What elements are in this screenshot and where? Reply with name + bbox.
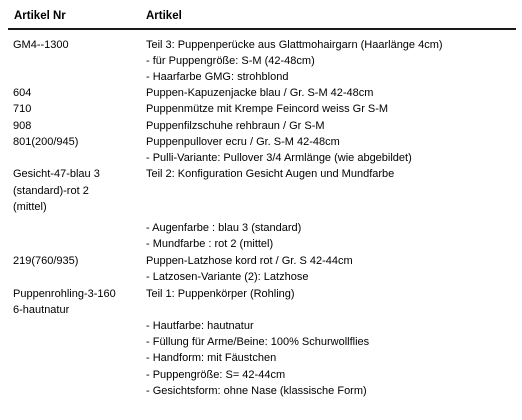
artikel-line: Teil 3: Puppenperücke aus Glattmohairgarn (Haarlänge 4cm) (146, 39, 443, 51)
artikel-line: - Puppengröße: S= 42-44cm (146, 369, 286, 381)
header-artikel: Artikel (146, 10, 182, 22)
artikel-line: Puppen-Kapuzenjacke blau / Gr. S-M 42-48cm (146, 87, 374, 99)
artikel-nr-cell: 6-hautnatur (13, 304, 70, 316)
artikel-line: Teil 1: Puppenkörper (Rohling) (146, 288, 295, 300)
artikel-line: - Gesichtsform: ohne Nase (klassische Form) (146, 385, 367, 397)
artikel-nr-cell: (mittel) (13, 201, 47, 213)
artikel-line: Puppenmütze mit Krempe Feincord weiss Gr S-M (146, 103, 389, 115)
artikel-nr-cell: (standard)-rot 2 (13, 185, 89, 197)
artikel-nr-cell: GM4--1300 (13, 39, 69, 51)
artikel-line: Puppen-Latzhose kord rot / Gr. S 42-44cm (146, 255, 353, 267)
header-artikel-nr: Artikel Nr (14, 10, 66, 22)
artikel-line: - Latzosen-Variante (2): Latzhose (146, 271, 309, 283)
table-header (0, 0, 522, 30)
artikel-line: - Pulli-Variante: Pullover 3/4 Armlänge (wie abgebildet) (146, 152, 412, 164)
artikel-nr-cell: 710 (13, 103, 32, 115)
artikel-line: Puppenpullover ecru / Gr. S-M 42-48cm (146, 136, 340, 148)
artikel-line: - Hautfarbe: hautnatur (146, 320, 254, 332)
artikel-nr-cell: Gesicht-47-blau 3 (13, 168, 100, 180)
artikel-line: - Handform: mit Fäustchen (146, 352, 277, 364)
artikel-line: - für Puppengröße: S-M (42-48cm) (146, 55, 315, 67)
header-divider (8, 28, 516, 30)
artikel-nr-cell: 908 (13, 120, 32, 132)
artikel-nr-cell: Puppenrohling-3-160 (13, 288, 116, 300)
artikel-line: Puppenfilzschuhe rehbraun / Gr S-M (146, 120, 325, 132)
artikel-nr-cell: 801(200/945) (13, 136, 79, 148)
artikel-line: - Haarfarbe GMG: strohblond (146, 71, 289, 83)
artikel-line: - Augenfarbe : blau 3 (standard) (146, 222, 302, 234)
artikel-line: Teil 2: Konfiguration Gesicht Augen und Mundfarbe (146, 168, 395, 180)
artikel-line: - Füllung für Arme/Beine: 100% Schurwollflies (146, 336, 370, 348)
artikel-nr-cell: 604 (13, 87, 32, 99)
artikel-line: - Mundfarbe : rot 2 (mittel) (146, 238, 274, 250)
artikel-nr-cell: 219(760/935) (13, 255, 79, 267)
